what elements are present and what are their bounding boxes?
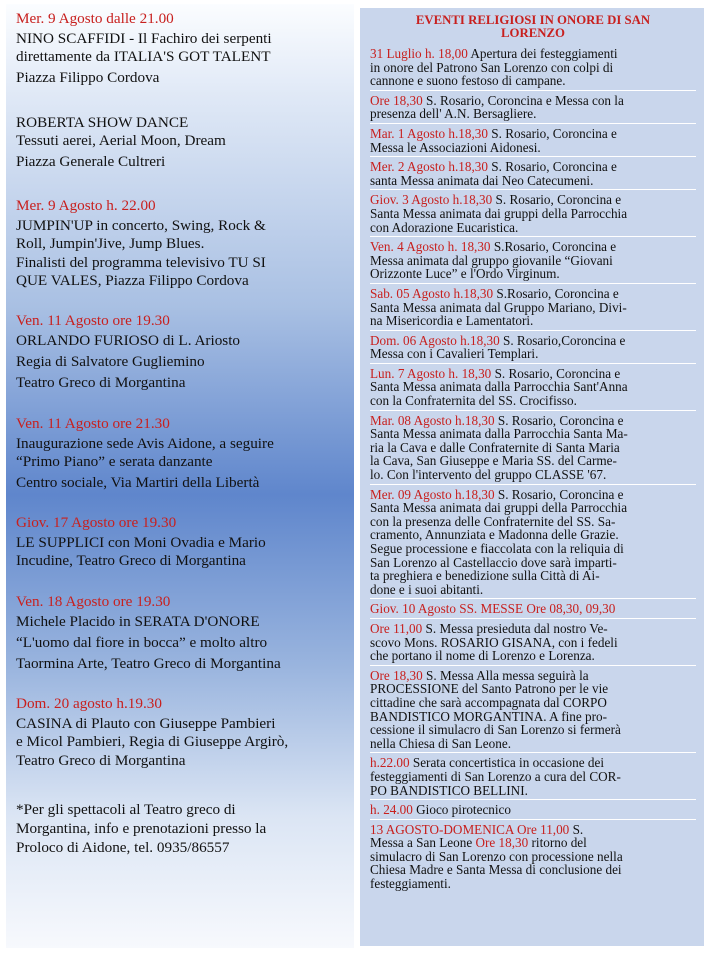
religious-event-text: Messa a San Leone: [370, 835, 476, 851]
religious-event-date: Ore 18,30: [370, 92, 423, 108]
event-line: direttamente da ITALIA'S GOT TALENT: [16, 48, 271, 66]
religious-event: [370, 803, 696, 820]
religious-event-date: Ven. 4 Agosto h. 18,30: [370, 239, 491, 255]
religious-event-text: S. Rosario,Coroncina e: [499, 332, 626, 348]
religious-event-date: h.22.00: [370, 755, 410, 771]
religious-event-date: Mar. 1 Agosto h.18,30: [370, 125, 488, 141]
event-line: Inaugurazione sede Avis Aidone, a seguire: [16, 434, 274, 452]
religious-event-line: done e i suoi abitanti.: [370, 581, 484, 597]
event-block: [16, 593, 346, 674]
religious-event-line: Messa con i Cavalieri Templari.: [370, 346, 539, 362]
religious-events-panel: [360, 8, 704, 946]
religious-event-line: presenza dell' A.N. Bersagliere.: [370, 106, 537, 122]
religious-event: [370, 240, 696, 284]
religious-event-text: S. Rosario, Coroncina e: [492, 192, 622, 208]
event-line: Teatro Greco di Morgantina: [16, 374, 186, 392]
religious-event-line: lo. Con l'intervento del gruppo CLASSE '67.: [370, 467, 607, 483]
event-date: Ven. 18 Agosto ore 19.30: [16, 592, 171, 610]
religious-event-line: cramento, Annunziata e Madonna delle Grazie.: [370, 527, 619, 543]
religious-event-text: Serata concertistica in occasione dei: [409, 755, 604, 771]
religious-event-date: Mer. 2 Agosto h.18,30: [370, 159, 488, 175]
religious-event-text: S. Rosario, Coroncina e Messa con la: [422, 92, 624, 108]
religious-event-text: S.Rosario, Coroncina e: [490, 239, 617, 255]
religious-event-line: PO BANDISTICO BELLINI.: [370, 782, 528, 798]
religious-event: [370, 414, 696, 485]
event-line: ORLANDO FURIOSO di L. Ariosto: [16, 332, 241, 350]
event-line: Teatro Greco di Morgantina: [16, 751, 186, 769]
note-line: Proloco di Aidone, tel. 0935/86557: [16, 838, 230, 856]
religious-event-text: S. Rosario, Coroncina e: [491, 365, 621, 381]
religious-event-line: Segue processione e fiaccolata con la reliquia di: [370, 541, 624, 556]
note-line: Morgantina, info e prenotazioni presso la: [16, 819, 267, 837]
religious-event-line: Santa Messa animata dalla Parrocchia Sant'Anna: [370, 379, 628, 395]
religious-event-line: cessione il simulacro di San Lorenzo si fermerà: [370, 722, 621, 738]
event-block: [16, 114, 346, 172]
event-block: [16, 514, 346, 570]
religious-event-line: Messa le Associazioni Aidonesi.: [370, 139, 541, 155]
event-block: [16, 10, 346, 88]
religious-event-date: Ore 18,30: [475, 835, 529, 851]
religious-event: [370, 160, 696, 190]
religious-event-date: h. 24.00: [370, 802, 413, 818]
event-date: Mer. 9 Agosto dalle 21.00: [16, 10, 174, 27]
event-date: Mer. 9 Agosto h. 22.00: [16, 197, 156, 215]
event-line: Centro sociale, Via Martiri della Libertà: [16, 474, 260, 492]
religious-events-title: EVENTI RELIGIOSI IN ONORE DI SAN LORENZO: [415, 13, 651, 40]
religious-event-line: festeggiamenti.: [370, 876, 451, 892]
religious-event-line: San Lorenzo al Castellaccio dove sarà imparti-: [370, 554, 617, 570]
religious-event-line: nella Chiesa di San Leone.: [370, 735, 511, 751]
event-line: QUE VALES, Piazza Filippo Cordova: [16, 271, 249, 289]
event-block: [16, 415, 346, 493]
religious-event-line: con la presenza delle Confraternite del SS. Sa-: [370, 513, 616, 529]
religious-event-line: festeggiamenti di San Lorenzo a cura del COR-: [370, 768, 621, 784]
religious-event-line: Messa animata dal gruppo giovanile “Giovani: [370, 252, 613, 268]
religious-event-line: con Adorazione Eucaristica.: [370, 219, 519, 235]
religious-event-text: Gioco pirotecnico: [412, 802, 511, 818]
event-line: e Micol Pambieri, Regia di Giuseppe Argirò,: [16, 733, 289, 751]
event-line: Incudine, Teatro Greco di Morgantina: [16, 552, 246, 570]
religious-event-text: S.Rosario, Coroncina e: [493, 285, 619, 301]
event-line: Roll, Jumpin'Jive, Jump Blues.: [16, 235, 205, 253]
religious-event-text: S. Messa presieduta dal nostro Ve-: [422, 620, 608, 636]
event-line: Regia di Salvatore Gugliemino: [16, 353, 205, 371]
event-line: Finalisti del programma televisivo TU SI: [16, 253, 266, 271]
religious-event-line: Chiesa Madre e Santa Messa di conclusione dei: [370, 862, 622, 878]
religious-event-text: Apertura dei festeggiamenti: [467, 46, 618, 61]
religious-event-line: la Cava, San Giuseppe e Maria SS. del Carme-: [370, 453, 617, 469]
religious-event-date: Giov. 10 Agosto SS. MESSE Ore 08,30, 09,30: [370, 601, 616, 617]
event-line: Michele Placido in SERATA D'ONORE: [16, 612, 260, 630]
event-date: Ven. 11 Agosto ore 19.30: [16, 312, 170, 330]
religious-event-date: Dom. 06 Agosto h.18,30: [370, 332, 500, 348]
shows-panel: [6, 4, 354, 948]
religious-event-date: 13 AGOSTO-DOMENICA Ore 11,00: [370, 821, 570, 837]
religious-event-line: santa Messa animata dai Neo Catecumeni.: [370, 172, 594, 188]
religious-event-line: PROCESSIONE del Santo Patrono per le vie: [370, 681, 609, 697]
event-line: “Primo Piano” e serata danzante: [16, 452, 213, 470]
religious-event-date: 31 Luglio h. 18,00: [370, 46, 468, 61]
religious-event-date: Sab. 05 Agosto h.18,30: [370, 285, 494, 301]
religious-event: [370, 287, 696, 331]
event-line: Tessuti aerei, Aerial Moon, Dream: [16, 131, 226, 149]
religious-event-line: in onore del Patrono San Lorenzo con colpi di: [370, 59, 614, 75]
event-line: JUMPIN'UP in concerto, Swing, Rock &: [16, 217, 266, 235]
event-line: Piazza Filippo Cordova: [16, 69, 160, 87]
religious-event: [370, 602, 696, 619]
event-line: CASINA di Plauto con Giuseppe Pambieri: [16, 715, 276, 733]
event-line: Taormina Arte, Teatro Greco di Morgantina: [16, 655, 281, 673]
religious-event-text: ritorno del: [528, 835, 587, 851]
event-block: [16, 695, 346, 770]
religious-event: [370, 367, 696, 411]
religious-event-line: cannone e suono festoso di campane.: [370, 73, 566, 89]
event-line: Piazza Generale Cultreri: [16, 153, 166, 171]
religious-event: [370, 823, 696, 893]
religious-event-line: cittadine che sarà accompagnata dal CORPO: [370, 694, 607, 710]
info-note: [16, 800, 346, 857]
event-block: [16, 312, 346, 393]
event-line: LE SUPPLICI con Moni Ovadia e Mario: [16, 534, 266, 552]
religious-event-line: BANDISTICO MORGANTINA. A fine pro-: [370, 708, 607, 724]
event-date: Ven. 11 Agosto ore 21.30: [16, 414, 170, 432]
religious-event-date: Mer. 09 Agosto h.18,30: [370, 486, 495, 502]
religious-event: [370, 193, 696, 237]
religious-event-text: S. Messa Alla messa seguirà la: [422, 667, 589, 683]
event-date: Giov. 17 Agosto ore 19.30: [16, 514, 177, 532]
religious-event-line: che portano il nome di Lorenzo e Lorenza.: [370, 648, 595, 664]
religious-events-list: [370, 47, 696, 893]
religious-event-line: con la Confraternita del SS. Crocifisso.: [370, 393, 577, 409]
religious-event: [370, 488, 696, 600]
religious-event-line: na Misericordia e Lamentatori.: [370, 313, 534, 329]
religious-event-line: Orizzonte Luce” e l'Ordo Virginum.: [370, 266, 560, 282]
religious-event-line: ta preghiera e benedizione sulla Città di Ai-: [370, 568, 600, 584]
event-date: Dom. 20 agosto h.19.30: [16, 695, 162, 713]
religious-event-line: Santa Messa animata dai gruppi della Parrocchia: [370, 205, 628, 221]
religious-event-text: S.: [569, 821, 584, 837]
religious-event: [370, 622, 696, 666]
religious-event-date: Ore 11,00: [370, 620, 423, 636]
event-line: “L'uomo dal fiore in bocca” e molto altro: [16, 633, 268, 651]
religious-event-line: ria la Cava e dalle Confraternite di Santa Maria: [370, 439, 620, 455]
event-block: [16, 197, 346, 290]
religious-event-date: Lun. 7 Agosto h. 18,30: [370, 365, 492, 381]
event-line: ROBERTA SHOW DANCE: [16, 113, 189, 131]
event-line: NINO SCAFFIDI - Il Fachiro dei serpenti: [16, 30, 272, 47]
religious-event-date: Giov. 3 Agosto h.18,30: [370, 192, 493, 208]
religious-event-text: S. Rosario, Coroncina e: [494, 412, 624, 428]
religious-event-date: Mar. 08 Agosto h.18,30: [370, 412, 495, 428]
religious-event-text: S. Rosario, Coroncina e: [494, 486, 624, 502]
religious-event-date: Ore 18,30: [370, 667, 423, 683]
religious-event-line: simulacro di San Lorenzo con processione nella: [370, 848, 623, 864]
religious-event: [370, 669, 696, 754]
religious-event-line: scovo Mons. ROSARIO GISANA, con i fedeli: [370, 634, 618, 650]
religious-event: [370, 94, 696, 124]
religious-event-text: S. Rosario, Coroncina e: [487, 125, 617, 141]
religious-event-line: Santa Messa animata dal Gruppo Mariano, Divi-: [370, 299, 627, 315]
religious-event: [370, 756, 696, 800]
religious-event: [370, 334, 696, 364]
religious-event-line: Santa Messa animata dalla Parrocchia Santa Ma-: [370, 426, 628, 442]
religious-event-text: S. Rosario, Coroncina e: [487, 159, 617, 175]
religious-event: [370, 47, 696, 91]
religious-event: [370, 127, 696, 157]
note-line: *Per gli spettacoli al Teatro greco di: [16, 800, 236, 818]
religious-event-line: Santa Messa animata dai gruppi della Parrocchia: [370, 500, 628, 516]
